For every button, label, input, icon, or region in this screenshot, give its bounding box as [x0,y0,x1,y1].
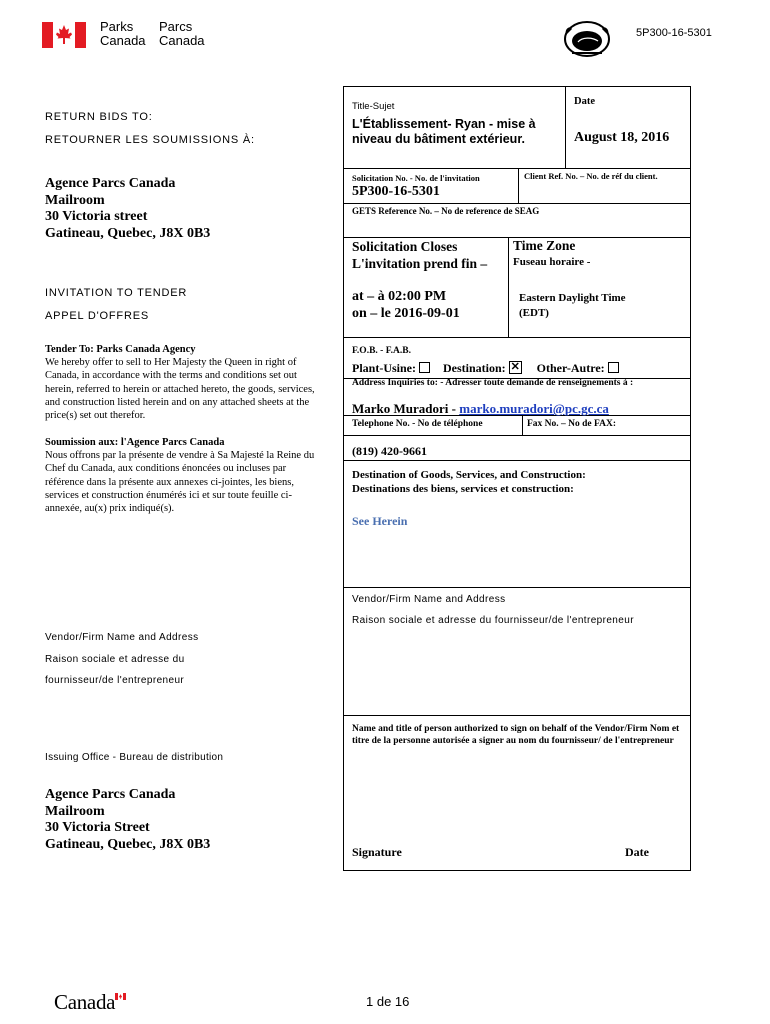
contact-email-link[interactable]: marko.muradori@pc.gc.ca [459,401,609,416]
canada-wordmark-text: Canada [54,990,116,1014]
issuing-address-line: 30 Victoria Street [45,820,150,835]
canada-wordmark [54,990,115,1016]
issuing-address-line: Mailroom [45,803,105,819]
contact-name: Marko Muradori - [352,401,460,416]
closes-label-fr: L'invitation prend fin – [352,256,488,271]
closes-label-en: Solicitation Closes [352,239,458,254]
date-value: August 18, 2016 [574,130,670,145]
vendor-firm-box-label: Vendor/Firm Name and Address [352,594,506,605]
soumission-block [45,436,325,515]
telephone-value: (819) 420-9661 [352,444,427,458]
time-zone-label-fr: Fuseau horaire - [513,256,591,268]
soumission-heading: Soumission aux: l'Agence Parcs Canada [45,437,225,448]
plant-usine-checkbox[interactable] [419,362,430,373]
vendor-firm-label-fr-2: fournisseur/de l'entrepreneur [45,675,185,686]
closing-date: on – le 2016-09-01 [352,306,460,321]
fob-options [352,361,619,376]
return-bids-label: RETURN BIDS TO: [45,111,153,123]
issuing-address-line: Gatineau, Quebec, J8X 0B3 [45,836,211,852]
gets-reference-label: GETS Reference No. – No de reference de SEAG [352,206,540,216]
tender-to-heading: Tender To: Parks Canada Agency [45,344,196,355]
contact-line [352,401,609,417]
signature-date-label: Date [625,845,649,859]
wordmark-canada-en: Canada [100,33,146,48]
page-number: 1 de 16 [366,994,410,1009]
return-bids-label-fr: RETOURNER LES SOUMISSIONS À: [45,134,255,146]
telephone-label: Telephone No. - No de téléphone [352,419,483,429]
soumission-body: Nous offrons par la présente de vendre à Sa Majesté la Reine du Chef du Canada, aux conditions énoncées ou incluses par référence dans la présente aux annexes ci-jointes, les biens, services et construction énumérés ici et sur toute feuille ci-annexée, au(x) prix indiqué(s). [45,450,315,515]
plant-usine-label: Plant-Usine: [352,361,416,375]
time-zone-value [519,291,626,320]
fax-label: Fax No. – No de FAX: [527,419,617,429]
parks-canada-logo [42,20,252,60]
time-zone-label: Time Zone [513,238,576,253]
destination-goods-label [352,469,586,496]
return-address [45,176,210,242]
destination-goods-fr: Destinations des biens, services et construction: [352,482,574,495]
tender-to-block [45,343,323,422]
vendor-firm-label: Vendor/Firm Name and Address [45,632,199,643]
issuing-address-line: Agence Parcs Canada [45,787,176,802]
vendor-firm-label-fr: Raison sociale et adresse du [45,654,185,665]
destination-checkbox[interactable]: ✕ [510,360,520,373]
canada-flag-icon [42,22,86,48]
document-number: 5P300-16-5301 [636,27,712,39]
closing-time: at – à 02:00 PM [352,289,447,304]
return-address-line: Gatineau, Quebec, J8X 0B3 [45,225,211,241]
canada-wordmark-flag-icon [115,993,126,1000]
solicitation-value: 5P300-16-5301 [352,184,440,199]
closing-datetime [352,288,460,322]
wordmark-english [100,20,146,48]
fob-label: F.O.B. - F.A.B. [352,346,411,356]
title-value: L'Établissement- Ryan - mise à niveau du bâtiment extérieur. [352,117,536,146]
destination-label: Destination: [443,361,506,375]
wordmark-parks: Parks [100,19,134,34]
time-zone-abbr: (EDT) [519,306,549,319]
solicitation-closes-label [352,238,487,272]
beaver-emblem-icon [562,17,612,59]
invitation-to-tender-label: INVITATION TO TENDER [45,287,188,299]
client-ref-label: Client Ref. No. – No. de réf du client. [524,171,658,181]
appel-offres-label: APPEL D'OFFRES [45,310,149,322]
title-label: Title-Sujet [352,101,395,112]
vendor-firm-box-label-fr: Raison sociale et adresse du fournisseur/de l'entrepreneur [352,615,634,626]
return-address-line: Agence Parcs Canada [45,176,176,191]
issuing-address [45,787,210,853]
address-inquiries-label: Address Inquiries to: - Adresser toute demande de renseignements à : [352,378,634,388]
destination-goods-en: Destination of Goods, Services, and Construction: [352,469,586,481]
tender-to-body: We hereby offer to sell to Her Majesty the Queen in right of Canada, in accordance with the terms and conditions set out herein, referred to herein or attached hereto, the goods, services, and construction listed herein and on any attached sheets at the price(s) set out therefor. [45,357,315,422]
return-address-line: Mailroom [45,192,105,208]
time-zone-name: Eastern Daylight Time [519,292,626,304]
wordmark-parcs: Parcs [159,19,193,34]
signature-label: Signature [352,845,402,859]
return-address-line: 30 Victoria street [45,209,148,224]
authorized-person-label: Name and title of person authorized to sign on behalf of the Vendor/Firm Nom et titre de la personne autorisée a signer au nom du fournisseur/ de l'entrepreneur [352,724,680,746]
other-autre-label: Other-Autre: [536,361,605,375]
wordmark-french [159,20,205,48]
issuing-office-label: Issuing Office - Bureau de distribution [45,752,224,763]
date-label: Date [574,96,595,107]
see-herein-text: See Herein [352,514,408,528]
other-autre-checkbox[interactable] [608,362,619,373]
wordmark-canada-fr: Canada [159,33,205,48]
solicitation-label: Solicitation No. - No. de l'invitation [352,173,480,183]
